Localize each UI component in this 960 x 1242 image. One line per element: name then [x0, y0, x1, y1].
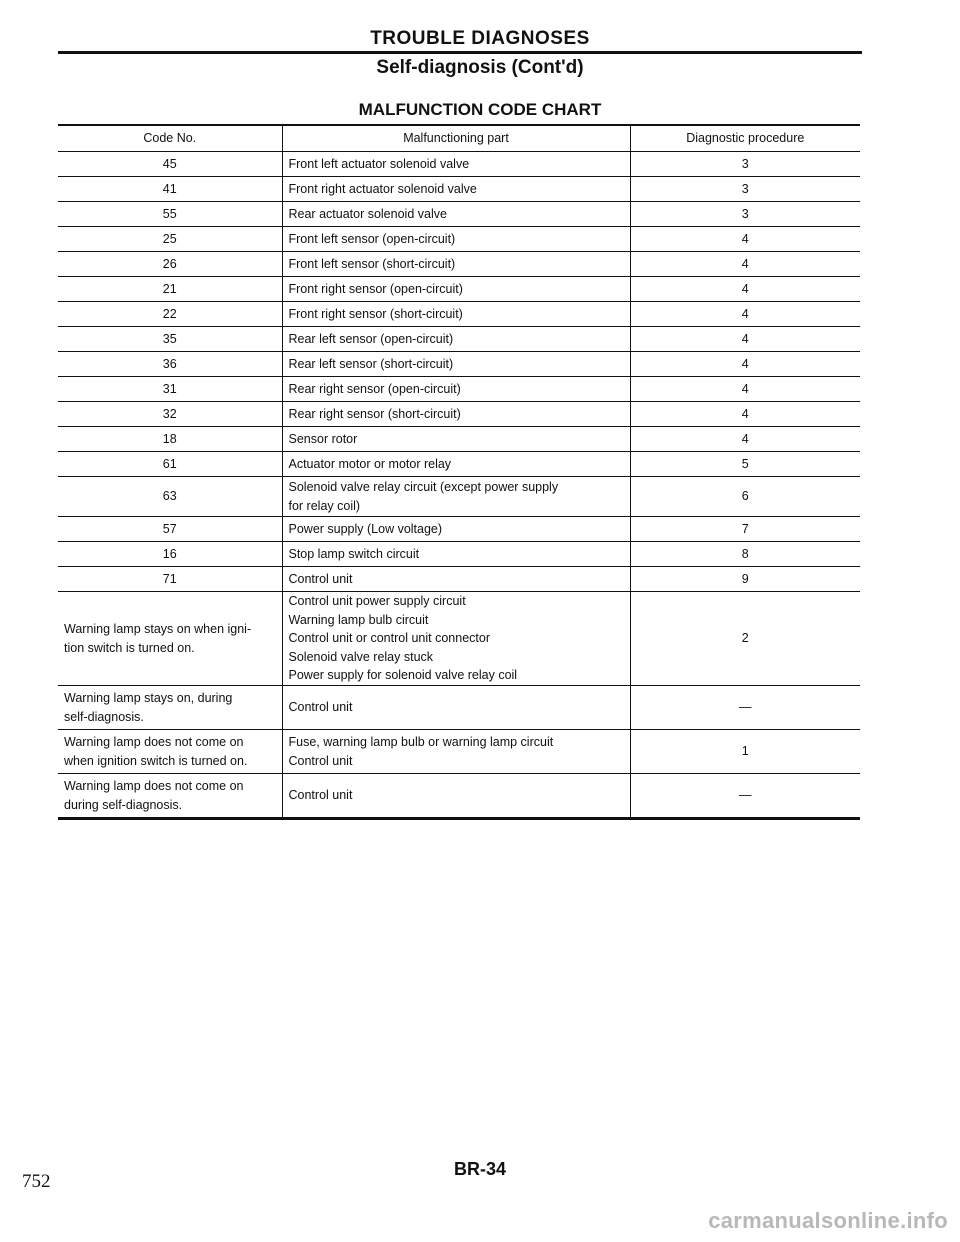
code-cell — [58, 302, 282, 327]
procedure-cell: 1 — [630, 730, 860, 774]
part-text: Sensor rotor — [288, 431, 358, 446]
code-cell — [58, 152, 282, 177]
part-text: Rear left sensor (short-circuit) — [288, 356, 454, 371]
table-row — [58, 202, 860, 227]
part-cell — [282, 152, 630, 177]
procedure-cell: — — [630, 774, 860, 819]
procedure-cell: 4 — [630, 402, 860, 427]
code-cell — [58, 517, 282, 542]
part-text: Power supply for solenoid valve relay coil — [288, 668, 518, 683]
part-text: Control unit — [288, 571, 353, 586]
code-cell — [58, 227, 282, 252]
table-row — [58, 517, 860, 542]
table-row — [58, 402, 860, 427]
procedure-cell: 4 — [630, 352, 860, 377]
code-text: Warning lamp does not come on — [64, 735, 244, 749]
part-cell — [282, 402, 630, 427]
code-text: 31 — [162, 381, 177, 396]
procedure-cell: 2 — [630, 592, 860, 686]
procedure-cell: 5 — [630, 452, 860, 477]
code-text: during self-diagnosis. — [64, 797, 183, 812]
page-title: TROUBLE DIAGNOSES — [370, 28, 590, 49]
part-text: Control unit — [288, 753, 353, 768]
part-cell — [282, 202, 630, 227]
procedure-cell: 4 — [630, 427, 860, 452]
part-text: Front left sensor (open-circuit) — [288, 231, 456, 246]
procedure-cell: 3 — [630, 152, 860, 177]
code-cell — [58, 592, 282, 686]
code-text: 57 — [162, 521, 177, 536]
table-header-row — [58, 125, 860, 152]
table-body — [58, 152, 860, 819]
part-cell — [282, 452, 630, 477]
code-text: 18 — [162, 431, 177, 446]
table-row — [58, 377, 860, 402]
procedure-cell: 4 — [630, 302, 860, 327]
code-text: when ignition switch is turned on. — [64, 753, 248, 768]
code-text: 26 — [162, 256, 177, 271]
code-cell — [58, 377, 282, 402]
code-cell — [58, 774, 282, 819]
code-cell — [58, 202, 282, 227]
table-row — [58, 252, 860, 277]
page-number: 752 — [22, 1171, 51, 1192]
procedure-cell: — — [630, 686, 860, 730]
part-text: Rear right sensor (open-circuit) — [288, 381, 461, 396]
part-text: Power supply (Low voltage) — [288, 521, 443, 536]
table-row — [58, 542, 860, 567]
header-rule — [58, 51, 862, 54]
code-cell — [58, 427, 282, 452]
code-text: 25 — [162, 231, 177, 246]
code-cell — [58, 327, 282, 352]
part-cell — [282, 592, 630, 686]
procedure-cell: 8 — [630, 542, 860, 567]
code-cell — [58, 542, 282, 567]
part-cell — [282, 327, 630, 352]
part-text: Front right sensor (short-circuit) — [288, 306, 463, 321]
part-text: Control unit — [288, 700, 353, 715]
code-cell — [58, 402, 282, 427]
procedure-cell: 3 — [630, 202, 860, 227]
part-text: Stop lamp switch circuit — [288, 546, 420, 561]
part-cell — [282, 542, 630, 567]
part-cell — [282, 567, 630, 592]
procedure-cell: 3 — [630, 177, 860, 202]
table-row — [58, 477, 860, 517]
part-cell — [282, 774, 630, 819]
table-row — [58, 686, 860, 730]
procedure-cell: 6 — [630, 477, 860, 517]
code-cell — [58, 477, 282, 517]
table-row — [58, 592, 860, 686]
watermark: carmanualsonline.info — [708, 1208, 948, 1233]
column-header-code: Code No. — [58, 125, 282, 152]
table-row — [58, 327, 860, 352]
part-cell — [282, 177, 630, 202]
part-text: Fuse, warning lamp bulb or warning lamp circuit — [288, 735, 554, 749]
part-text: Rear actuator solenoid valve — [288, 206, 447, 221]
part-cell — [282, 517, 630, 542]
part-cell — [282, 277, 630, 302]
code-text: self-diagnosis. — [64, 709, 144, 724]
code-text: Warning lamp does not come on — [64, 779, 244, 793]
table-row — [58, 302, 860, 327]
table-row — [58, 277, 860, 302]
part-text: Control unit power supply circuit — [288, 594, 466, 609]
part-cell — [282, 427, 630, 452]
part-text: Control unit or control unit connector — [288, 631, 490, 646]
procedure-cell: 4 — [630, 377, 860, 402]
code-text: 32 — [162, 406, 177, 421]
procedure-cell: 4 — [630, 327, 860, 352]
code-cell — [58, 177, 282, 202]
code-text: 22 — [162, 306, 177, 321]
code-cell — [58, 686, 282, 730]
code-text: 61 — [162, 456, 177, 471]
part-text: Warning lamp bulb circuit — [288, 612, 429, 627]
part-text: Front left actuator solenoid valve — [288, 156, 470, 171]
code-text: 41 — [162, 181, 177, 196]
part-text: Actuator motor or motor relay — [288, 456, 452, 471]
code-text: 63 — [162, 489, 177, 504]
code-cell — [58, 352, 282, 377]
column-header-procedure: Diagnostic procedure — [630, 125, 860, 152]
code-text: Warning lamp stays on, during — [64, 691, 233, 705]
code-text: 71 — [162, 571, 177, 586]
code-cell — [58, 567, 282, 592]
table-row — [58, 227, 860, 252]
part-text: Solenoid valve relay circuit (except power supply — [288, 480, 559, 494]
part-text: Front left sensor (short-circuit) — [288, 256, 456, 271]
code-text: Warning lamp stays on when igni- — [64, 622, 252, 636]
table-row — [58, 730, 860, 774]
code-text: 45 — [162, 156, 177, 171]
code-cell — [58, 252, 282, 277]
table-row — [58, 567, 860, 592]
part-text: Rear right sensor (short-circuit) — [288, 406, 461, 421]
code-cell — [58, 277, 282, 302]
table-row — [58, 427, 860, 452]
code-text: 35 — [162, 331, 177, 346]
part-cell — [282, 302, 630, 327]
malfunction-code-table — [58, 124, 860, 820]
part-text: Rear left sensor (open-circuit) — [288, 331, 454, 346]
procedure-cell: 9 — [630, 567, 860, 592]
part-cell — [282, 477, 630, 517]
column-header-part: Malfunctioning part — [282, 125, 630, 152]
part-cell — [282, 377, 630, 402]
part-text: Front right actuator solenoid valve — [288, 181, 477, 196]
table-row — [58, 774, 860, 819]
page-code: BR-34 — [453, 1159, 506, 1179]
procedure-cell: 4 — [630, 227, 860, 252]
code-cell — [58, 730, 282, 774]
procedure-cell: 4 — [630, 277, 860, 302]
table-row — [58, 152, 860, 177]
part-cell — [282, 730, 630, 774]
code-cell — [58, 452, 282, 477]
code-text: 16 — [162, 546, 177, 561]
part-text: Solenoid valve relay stuck — [288, 649, 434, 664]
code-text: 21 — [162, 281, 177, 296]
procedure-cell: 4 — [630, 252, 860, 277]
part-text: Front right sensor (open-circuit) — [288, 281, 463, 296]
part-text: for relay coil) — [288, 498, 361, 513]
section-title: MALFUNCTION CODE CHART — [358, 100, 602, 119]
table-row — [58, 452, 860, 477]
part-text: Control unit — [288, 788, 353, 803]
code-text: 55 — [162, 206, 177, 221]
table-row — [58, 177, 860, 202]
procedure-cell: 7 — [630, 517, 860, 542]
part-cell — [282, 227, 630, 252]
part-cell — [282, 252, 630, 277]
part-cell — [282, 686, 630, 730]
code-text: tion switch is turned on. — [64, 640, 195, 655]
page-subtitle: Self-diagnosis (Cont'd) — [376, 57, 584, 78]
part-cell — [282, 352, 630, 377]
table-row — [58, 352, 860, 377]
code-text: 36 — [162, 356, 177, 371]
